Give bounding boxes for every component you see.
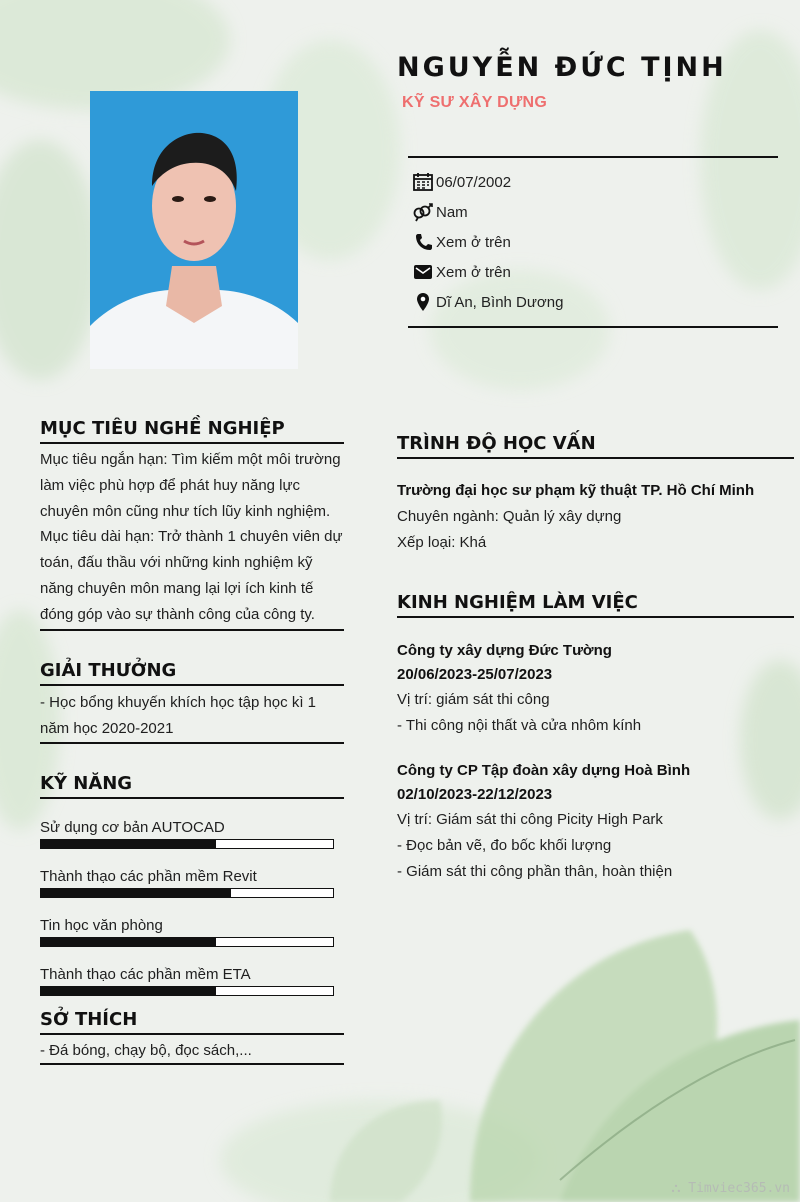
profile-photo xyxy=(90,91,298,369)
hobbies-text: - Đá bóng, chạy bộ, đọc sách,... xyxy=(40,1042,252,1059)
address-value: Dĩ An, Bình Dương xyxy=(436,293,564,311)
education-major: Chuyên ngành: Quản lý xây dựng xyxy=(397,508,622,525)
skill-label: Sử dụng cơ bản AUTOCAD xyxy=(40,819,225,836)
skills-title: KỸ NĂNG xyxy=(40,773,344,799)
objective-divider xyxy=(40,629,344,631)
candidate-name: NGUYỄN ĐỨC TỊNH xyxy=(397,52,727,83)
objective-text xyxy=(40,447,344,628)
location-pin-icon xyxy=(412,292,434,312)
education-rank: Xếp loại: Khá xyxy=(397,534,487,551)
objective-line: đóng góp vào sự thành công của công ty. xyxy=(40,605,315,623)
objective-line: Mục tiêu ngắn hạn: Tìm kiếm một môi trường xyxy=(40,451,341,468)
job-1-position: Vị trí: giám sát thi công xyxy=(397,691,550,708)
skill-level-bar xyxy=(40,888,334,898)
objective-line: năng chuyên môn mang lại lợi ích kinh tế xyxy=(40,579,314,597)
skill-label: Thành thạo các phần mềm ETA xyxy=(40,966,251,983)
contact-birthday xyxy=(412,171,511,193)
watermark-icon: ⛬ xyxy=(671,1181,689,1196)
job-1-task: - Thi công nội thất và cửa nhôm kính xyxy=(397,717,642,734)
skill-level-bar xyxy=(40,937,334,947)
objective-line: làm việc phù hợp để phát huy năng lực xyxy=(40,476,301,494)
birthday-value: 06/07/2002 xyxy=(436,173,512,191)
skill-level-bar xyxy=(40,839,334,849)
contact-gender xyxy=(412,201,468,223)
hobbies-title: SỞ THÍCH xyxy=(40,1009,344,1035)
skill-level-bar xyxy=(40,986,334,996)
contact-email xyxy=(412,261,511,283)
phone-icon xyxy=(412,232,434,252)
education-title: TRÌNH ĐỘ HỌC VẤN xyxy=(397,433,794,459)
objective-line: chuyên môn cũng như tích lũy kinh nghiệm. xyxy=(40,502,331,520)
job-2-position: Vị trí: Giám sát thi công Picity High Park xyxy=(397,811,663,828)
awards-line: năm học 2020-2021 xyxy=(40,719,174,737)
objective-title: MỤC TIÊU NGHỀ NGHIỆP xyxy=(40,418,344,444)
gender-value: Nam xyxy=(436,203,468,221)
watermark xyxy=(671,1181,790,1196)
awards-text xyxy=(40,690,344,742)
watermark-text: Timviec365.vn xyxy=(688,1181,790,1196)
job-2-task: - Giám sát thi công phần thân, hoàn thiện xyxy=(397,863,673,880)
objective-line: toán, đấu thầu với những kinh nghiệm kỹ xyxy=(40,554,313,572)
job-2-task: - Đọc bản vẽ, đo bốc khối lượng xyxy=(397,837,612,854)
envelope-icon xyxy=(412,262,434,282)
email-value: Xem ở trên xyxy=(436,263,511,281)
awards-title: GIẢI THƯỞNG xyxy=(40,660,344,686)
awards-line: - Học bổng khuyến khích học tập học kì 1 xyxy=(40,694,316,711)
objective-line: Mục tiêu dài hạn: Trở thành 1 chuyên viên dự xyxy=(40,528,343,546)
hobbies-divider xyxy=(40,1063,344,1065)
job-1-company: Công ty xây dựng Đức Tường xyxy=(397,642,612,659)
contact-block xyxy=(408,156,778,328)
contact-phone xyxy=(412,231,511,253)
job-2-period: 02/10/2023-22/12/2023 xyxy=(397,786,553,803)
experience-title: KINH NGHIỆM LÀM VIỆC xyxy=(397,592,794,618)
calendar-icon xyxy=(412,172,434,192)
skill-label: Tin học văn phòng xyxy=(40,917,163,934)
awards-divider xyxy=(40,742,344,744)
skill-level-fill xyxy=(41,889,231,897)
skill-level-fill xyxy=(41,938,216,946)
education-school: Trường đại học sư phạm kỹ thuật TP. Hồ Chí Minh xyxy=(397,482,755,499)
skill-level-fill xyxy=(41,987,216,995)
job-1-period: 20/06/2023-25/07/2023 xyxy=(397,666,553,683)
job-title: KỸ SƯ XÂY DỰNG xyxy=(402,94,548,111)
skill-label: Thành thạo các phần mềm Revit xyxy=(40,868,257,885)
gender-icon xyxy=(412,202,434,222)
skill-level-fill xyxy=(41,840,216,848)
phone-value: Xem ở trên xyxy=(436,233,511,251)
job-2-company: Công ty CP Tập đoàn xây dựng Hoà Bình xyxy=(397,762,691,779)
contact-address xyxy=(412,291,563,313)
